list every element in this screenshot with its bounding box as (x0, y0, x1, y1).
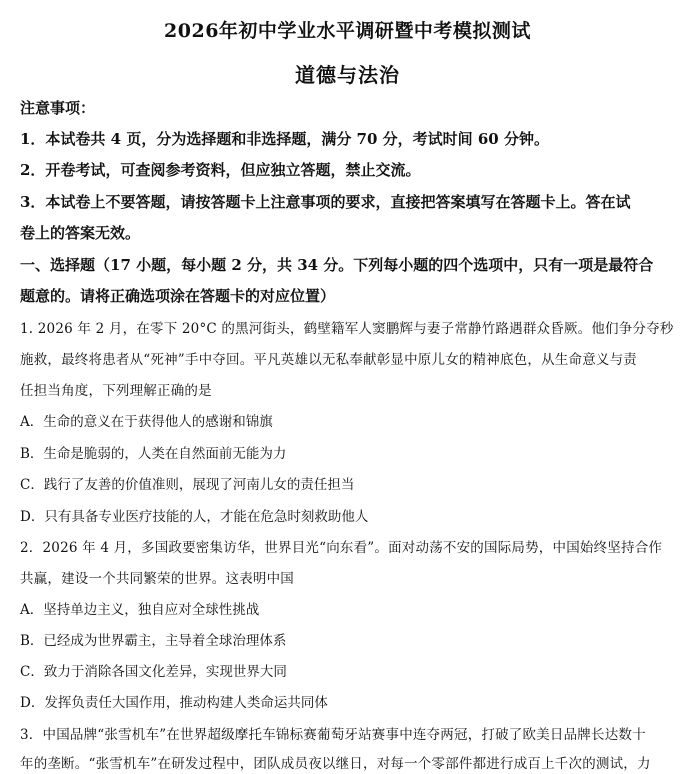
note-3-line-2: 卷上的答案无效。 (20, 224, 141, 242)
notes-heading: 注意事项： (20, 99, 96, 117)
note-1: 1．本试卷共 4 页，分为选择题和非选择题，满分 70 分，考试时间 60 分钟。 (20, 130, 549, 148)
question-2-option-d: D．发挥负责任大国作用，推动构建人类命运共同体 (20, 695, 328, 711)
question-1-line-3: 任担当角度，下列理解正确的是 (20, 383, 212, 399)
question-2-line-2: 共赢，建设一个共同繁荣的世界。这表明中国 (20, 571, 294, 587)
question-2-option-a: A．坚持单边主义，独自应对全球性挑战 (20, 602, 260, 618)
question-1-line-2: 施救，最终将患者从“死神”手中夺回。平凡英雄以无私奉献彰显中原儿女的精神底色，从生命意义与责 (20, 352, 638, 368)
note-3-line-1: 3．本试卷上不要答题，请按答题卡上注意事项的要求，直接把答案填写在答题卡上。答在试 (20, 193, 631, 211)
question-2-option-c: C．致力于消除各国文化差异，实现世界大同 (20, 664, 287, 680)
subject-title: 道德与法治 (295, 63, 400, 87)
question-3-line-2: 年的垄断。“张雪机车”在研发过程中，团队成员夜以继日，对每一个零部件都进行成百上千次的测试，力 (20, 756, 651, 772)
section-heading-line-2: 题意的。请将正确选项涂在答题卡的对应位置） (20, 287, 336, 305)
question-2-line-1: 2．2026 年 4 月，多国政要密集访华，世界目光“向东看”。面对动荡不安的国际局势，中国始终坚持合作 (20, 540, 663, 556)
question-1-option-c: C．践行了友善的价值准则，展现了河南儿女的责任担当 (20, 477, 355, 493)
question-3-line-1: 3．中国品牌“张雪机车”在世界超级摩托车锦标赛葡萄牙站赛事中连夺两冠，打破了欧美日品牌长达数十 (20, 727, 646, 743)
question-1-line-1: 1. 2026 年 2 月，在零下 20°C 的黑河街头，鹤壁籍军人窦鹏辉与妻子常静竹路遇群众昏厥。他们争分夺秒 (20, 321, 674, 337)
question-1-option-d: D．只有具备专业医疗技能的人，才能在危急时刻救助他人 (20, 509, 369, 525)
section-heading-line-1: 一、选择题（17 小题，每小题 2 分，共 34 分。下列每小题的四个选项中，只有一项是最符合 (20, 256, 654, 274)
question-1-option-b: B．生命是脆弱的，人类在自然面前无能为力 (20, 446, 287, 462)
question-2-option-b: B．已经成为世界霸主，主导着全球治理体系 (20, 633, 287, 649)
note-2: 2．开卷考试，可查阅参考资料，但应独立答题，禁止交流。 (20, 161, 421, 179)
question-1-option-a: A．生命的意义在于获得他人的感谢和锦旗 (20, 414, 273, 430)
exam-title: 2026年初中学业水平调研暨中考模拟测试 (164, 20, 531, 42)
